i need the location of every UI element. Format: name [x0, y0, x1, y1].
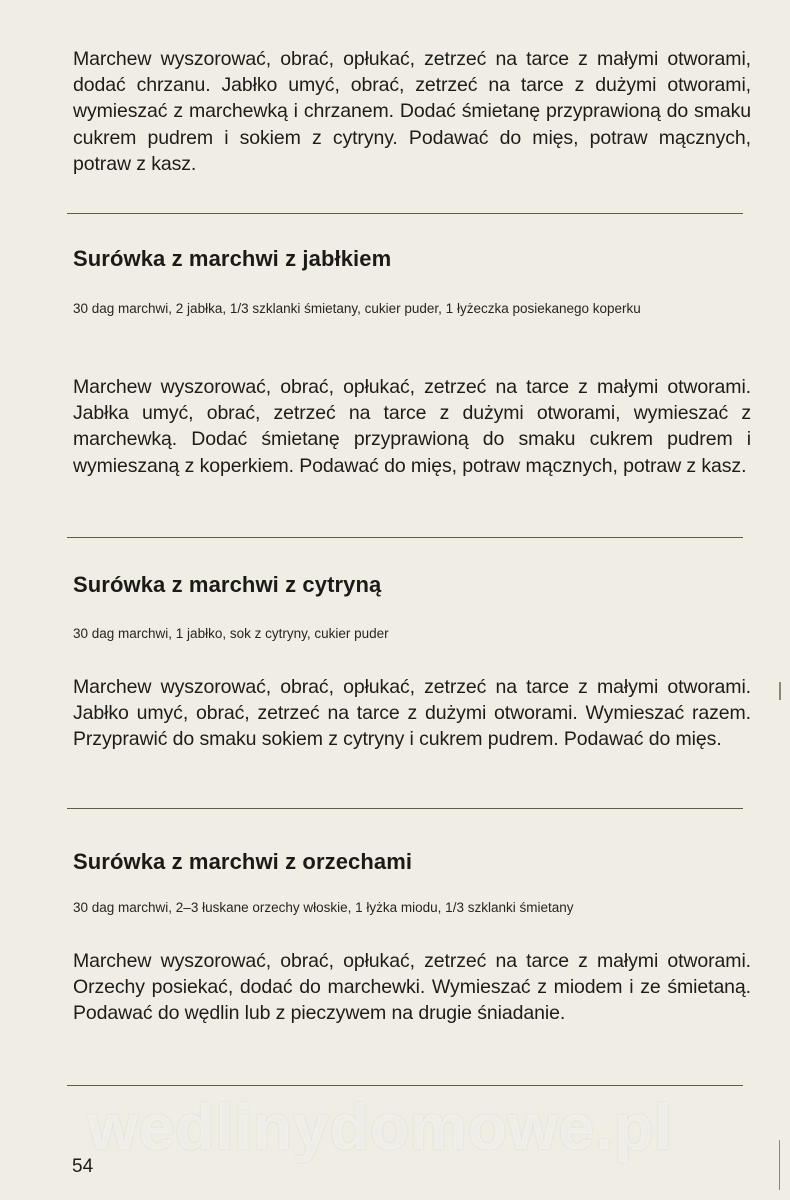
page-number: 54	[72, 1156, 94, 1177]
section-divider	[67, 1085, 743, 1086]
watermark: wedlinydomowe.pl	[88, 1091, 673, 1163]
recipe-title: Surówka z marchwi z cytryną	[73, 572, 382, 597]
section-divider	[67, 537, 743, 538]
recipe-method: Marchew wyszorować, obrać, opłukać, zetrzeć na tarce z małymi otworami. Orzechy posiekać, dodać do marchewki. Wymieszać z miodem i ze śmietaną. Podawać do wędlin lub z pieczywem na drugie śniadanie.	[73, 950, 751, 1025]
scan-edge-mark	[779, 682, 781, 700]
recipe-method: Marchew wyszorować, obrać, opłukać, zetrzeć na tarce z małymi otworami. Jabłka umyć, obrać, zetrzeć na tarce z dużymi otworami, wymieszać z marchewką. Dodać śmietanę przyprawioną do smaku cukrem pudrem i wymieszaną z koperkiem. Podawać do mięs, potraw mącznych, potraw z kasz.	[73, 376, 751, 477]
recipe-title: Surówka z marchwi z orzechami	[73, 849, 413, 874]
recipe-ingredients: 30 dag marchwi, 1 jabłko, sok z cytryny, cukier puder	[73, 626, 389, 641]
intro-paragraph: Marchew wyszorować, obrać, opłukać, zetrzeć na tarce z małymi otworami, dodać chrzanu. Jabłko umyć, obrać, zetrzeć na tarce z dużymi otworami, wymieszać z marchewką i chrzanem. Dodać śmietanę przyprawioną do smaku cukrem pudrem i sokiem z cytryny. Podawać do mięs, potraw mącznych, potraw z kasz.	[73, 48, 751, 175]
recipe-method: Marchew wyszorować, obrać, opłukać, zetrzeć na tarce z małymi otworami. Jabłko umyć, obrać, zetrzeć na tarce z dużymi otworami. Wymieszać razem. Przyprawić do smaku sokiem z cytryny i cukrem pudrem. Podawać do mięs.	[73, 676, 751, 751]
section-divider	[67, 213, 743, 214]
scan-edge-mark	[779, 1140, 780, 1190]
section-divider	[67, 808, 743, 809]
recipe-title: Surówka z marchwi z jabłkiem	[73, 246, 392, 271]
recipe-ingredients: 30 dag marchwi, 2–3 łuskane orzechy włoskie, 1 łyżka miodu, 1/3 szklanki śmietany	[73, 900, 574, 915]
recipe-ingredients: 30 dag marchwi, 2 jabłka, 1/3 szklanki śmietany, cukier puder, 1 łyżeczka posiekanego koperku	[73, 301, 641, 316]
